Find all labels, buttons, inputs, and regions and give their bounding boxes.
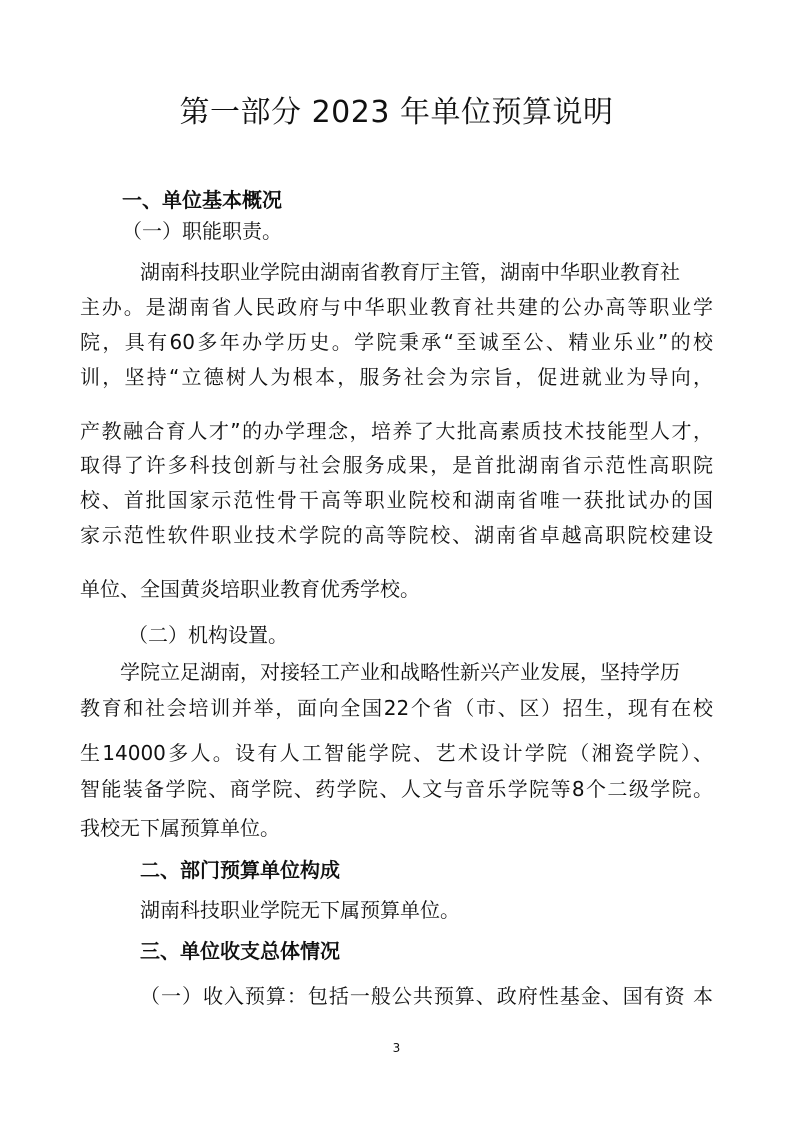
paragraph-line: 主办。是湖南省人民政府与中华职业教育社共建的公办高等职业学 [80, 295, 713, 319]
paragraph-line: 院，具有60多年办学历史。学院秉承“至诚至公、精业乐业”的校 [80, 330, 713, 354]
section-heading-basic-overview: 一、单位基本概况 [122, 188, 282, 212]
paragraph-line: 单位、全国黄炎培职业教育优秀学校。 [80, 577, 420, 601]
paragraph-line: 湖南科技职业学院无下属预算单位。 [140, 898, 460, 922]
paragraph-line: 湖南科技职业学院由湖南省教育厅主管，湖南中华职业教育社 [140, 260, 680, 284]
paragraph-line: 教育和社会培训并举，面向全国22个省（市、区）招生，现有在校 [80, 696, 713, 720]
paragraph-line: （一）收入预算：包括一般公共预算、政府性基金、国有资 本 [140, 984, 713, 1008]
paragraph-line: 训，坚持“立德树人为根本，服务社会为宗旨，促进就业为导向， [80, 365, 713, 389]
subheading-organization: （二）机构设置。 [128, 623, 288, 647]
section-heading-revenue-expenditure: 三、单位收支总体情况 [140, 939, 340, 963]
paragraph-line: 产教融合育人才”的办学理念，培养了大批高素质技术技能型人才， [80, 419, 713, 443]
section-heading-budget-units: 二、部门预算单位构成 [140, 858, 340, 882]
paragraph-line: 学院立足湖南，对接轻工产业和战略性新兴产业发展，坚持学历 [120, 660, 680, 684]
paragraph-line: 校、首批国家示范性骨干高等职业院校和湖南省唯一获批试办的国 [80, 488, 713, 512]
page-title: 第一部分 2023 年单位预算说明 [179, 95, 614, 130]
paragraph-line: 我校无下属预算单位。 [80, 816, 280, 840]
page-number: 3 [392, 1041, 401, 1055]
paragraph-line: 智能装备学院、商学院、药学院、人文与音乐学院等8个二级学院。 [80, 777, 713, 801]
paragraph-line: 取得了许多科技创新与社会服务成果，是首批湖南省示范性高职院 [80, 453, 713, 477]
subheading-duties: （一）职能职责。 [122, 219, 282, 243]
paragraph-line: 生14000多人。设有人工智能学院、艺术设计学院（湘瓷学院）、 [80, 741, 713, 765]
paragraph-line: 家示范性软件职业技术学院的高等院校、湖南省卓越高职院校建设 [80, 523, 713, 547]
